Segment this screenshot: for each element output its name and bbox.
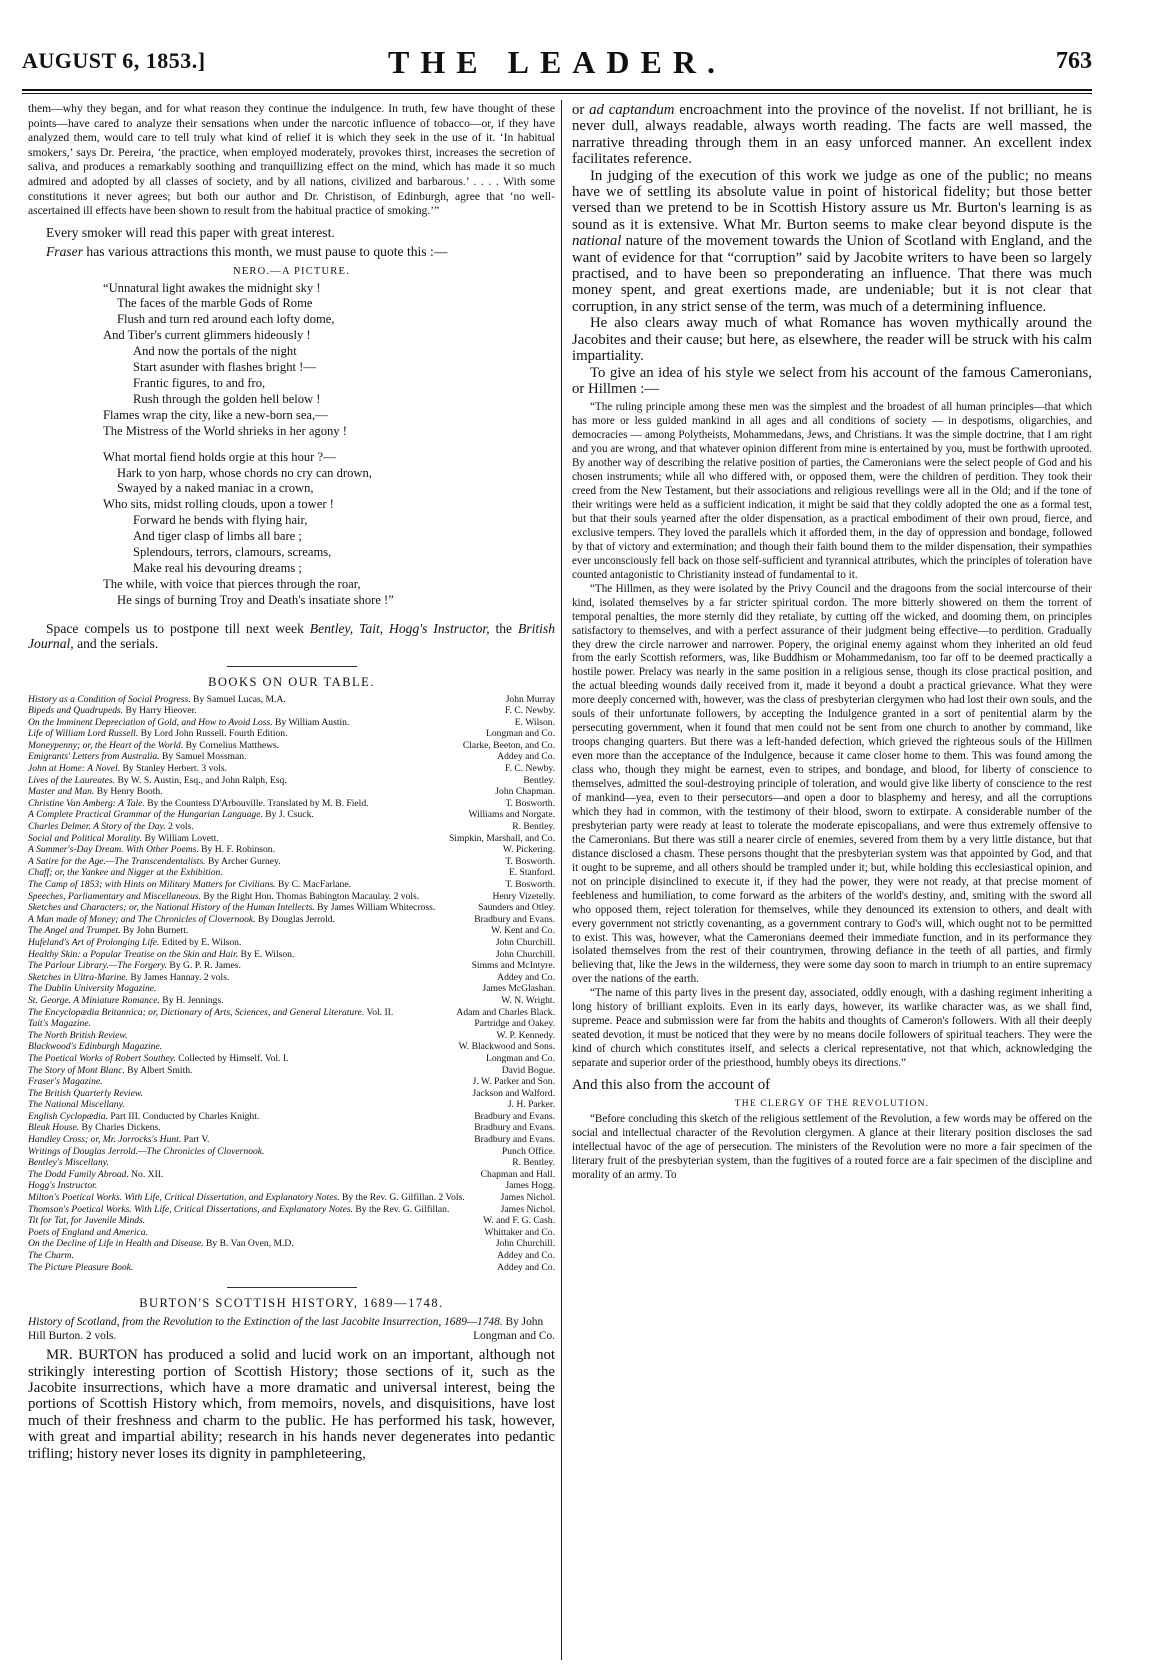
- book-publisher: Adam and Charles Black.: [456, 1006, 555, 1018]
- book-entry: [28, 1238, 555, 1250]
- book-author: By William Austin.: [272, 716, 350, 728]
- judging-paragraph: [572, 168, 1092, 316]
- book-author: By James Hannay. 2 vols.: [127, 971, 230, 983]
- poem-line: Start asunder with flashes bright !—: [133, 360, 316, 375]
- book-author: By the Rev. G. Gilfillan.: [352, 1203, 450, 1215]
- book-author: Collected by Himself. Vol. I.: [175, 1052, 289, 1064]
- book-title: The Charm.: [28, 1250, 74, 1261]
- section-rule-2: [227, 1287, 357, 1288]
- book-title: The Dublin University Magazine.: [28, 983, 157, 995]
- book-entry: [28, 1227, 555, 1239]
- book-title: A Complete Practical Grammar of the Hungarian Language.: [28, 809, 263, 821]
- book-title: Chaff; or, the Yankee and Nigger at the Exhibition.: [28, 867, 223, 879]
- book-title: The Parlour Library.—The Forgery.: [28, 960, 168, 972]
- issue-date: AUGUST 6, 1853.]: [22, 48, 206, 73]
- book-entry: [28, 798, 555, 810]
- book-title: English Cyclopædia.: [28, 1110, 108, 1122]
- poem-line: The while, with voice that pierces through the roar,: [103, 576, 361, 591]
- book-entry: [28, 891, 555, 903]
- book-title: Fraser's Magazine.: [28, 1076, 103, 1088]
- book-author: By William Lovett.: [142, 832, 219, 844]
- space-paragraph: [28, 621, 555, 652]
- book-publisher: W. N. Wright.: [501, 994, 555, 1006]
- review-book-author: By John Hill Burton. 2 vols.: [28, 1316, 544, 1343]
- poem-line: The Mistress of the World shrieks in her agony !: [103, 423, 347, 438]
- book-author: By John Burnett.: [120, 925, 189, 937]
- book-entry: [28, 821, 555, 833]
- book-author: By Lord John Russell. Fourth Edition.: [138, 728, 288, 740]
- book-publisher: John Churchill.: [495, 1238, 555, 1250]
- book-publisher: T. Bosworth.: [505, 797, 555, 809]
- book-author: By J. Csuck.: [262, 809, 314, 821]
- book-entry: [28, 740, 555, 752]
- book-title: Thomson's Poetical Works. With Life, Critical Dissertations, and Explanatory Notes.: [28, 1203, 353, 1215]
- book-title: Milton's Poetical Works. With Life, Critical Dissertation, and Explanatory Notes.: [28, 1192, 340, 1204]
- clergy-heading: THE CLERGY OF THE REVOLUTION.: [734, 1099, 930, 1110]
- book-publisher: James Nichol.: [500, 1192, 555, 1204]
- clergy-intro: And this also from the account of: [572, 1077, 771, 1094]
- book-title: On the Imminent Depreciation of Gold, and How to Avoid Loss.: [28, 716, 273, 728]
- book-title: Bipeds and Quadrupeds.: [28, 705, 124, 717]
- book-title: On the Decline of Life in Health and Disease.: [28, 1238, 204, 1250]
- book-title: Bleak House.: [28, 1122, 80, 1134]
- book-entry: [28, 1053, 555, 1065]
- book-publisher: David Bogue.: [501, 1064, 555, 1076]
- book-title: Hogg's Instructor.: [28, 1180, 98, 1192]
- book-publisher: Saunders and Otley.: [478, 902, 555, 914]
- book-publisher: Addey and Co.: [497, 1261, 555, 1273]
- book-author: By H. F. Robinson.: [198, 844, 275, 856]
- book-title: The Poetical Works of Robert Southey.: [28, 1052, 176, 1064]
- book-publisher: Partridge and Oakey.: [474, 1018, 555, 1030]
- book-publisher: Henry Vizetelly.: [492, 890, 555, 902]
- review-continued: [572, 102, 1092, 168]
- poem-line: Splendours, terrors, clamours, screams,: [133, 545, 332, 560]
- review-book-publisher: Longman and Co.: [473, 1330, 555, 1343]
- book-entry: [28, 833, 555, 845]
- book-entry: [28, 867, 555, 879]
- book-entry: [28, 949, 555, 961]
- book-entry: [28, 1018, 555, 1030]
- book-publisher: James Nichol.: [500, 1203, 555, 1215]
- book-entry: [28, 1250, 555, 1262]
- book-title: The Story of Mont Blanc.: [28, 1064, 125, 1076]
- book-title: A Man made of Money; and The Chronicles of Clovernook.: [28, 913, 256, 925]
- poem-line: Forward he bends with flying hair,: [133, 513, 308, 528]
- space-text-c: the: [489, 620, 518, 636]
- book-title: Writings of Douglas Jerrold.—The Chronicles of Clovernook.: [28, 1145, 265, 1157]
- book-author: By Albert Smith.: [124, 1064, 193, 1076]
- review-text: has produced a solid and lucid work on an important, although not strikingly interesting portion of Scottish History; those sections of it, such as the Jacobite insurrections, which have a more dramatic and universal interest, being the portions of Scottish History which, from memoirs, novels, and disquisitions, have lost much of their freshness and charm to the public. He has performed his task, however, with great and impartial ability; research in his hands never degenerates into pedantic trifling; history never loses its dignity in pamphleteering,: [28, 1347, 555, 1462]
- book-publisher: J. H. Parker.: [507, 1099, 555, 1111]
- book-entry: [28, 809, 555, 821]
- book-title: Sketches and Characters; or, the National History of the Human Intellects.: [28, 902, 315, 914]
- book-author: By Harry Hieover.: [123, 705, 197, 717]
- book-entry: [28, 960, 555, 972]
- book-entry: [28, 1122, 555, 1134]
- book-entry: [28, 1134, 555, 1146]
- book-title: Hufeland's Art of Prolonging Life.: [28, 936, 160, 948]
- book-entry: [28, 1065, 555, 1077]
- book-entry: [28, 983, 555, 995]
- book-publisher: Longman and Co.: [485, 1052, 555, 1064]
- book-entry: [28, 751, 555, 763]
- book-author: By Charles Dickens.: [79, 1122, 161, 1134]
- section-rule: [227, 666, 357, 667]
- p1-a: or: [572, 102, 590, 118]
- book-publisher: Whittaker and Co.: [484, 1226, 555, 1238]
- book-author: By Douglas Jerrold.: [255, 913, 335, 925]
- book-title: Life of William Lord Russell.: [28, 728, 139, 740]
- book-entry: [28, 1041, 555, 1053]
- book-entry: [28, 914, 555, 926]
- book-entry: [28, 1076, 555, 1088]
- book-title: Tit for Tat, for Juvenile Minds.: [28, 1215, 146, 1227]
- p2-c: nature of the movement towards the Union of Scotland with England, and the want of evidence for that “corruption” said by Jacobite writers to have been so largely practised, and to have been so preponderating an influence. That there was much money spent, and great exertions made, are undeniable; but it is not clear that corruption, in any strict sense of the term, was much of a determining influence.: [572, 233, 1092, 315]
- fraser-name: Fraser: [46, 244, 84, 260]
- book-entry: [28, 1099, 555, 1111]
- book-entry: [28, 694, 555, 706]
- book-publisher: W. Kent and Co.: [491, 925, 555, 937]
- book-author: By W. S. Austin, Esq., and John Ralph, Esq.: [115, 774, 287, 786]
- poem-line: What mortal fiend holds orgie at this hour ?—: [103, 449, 336, 464]
- book-title: The British Quarterly Review.: [28, 1087, 143, 1099]
- book-title: Handley Cross; or, Mr. Jorrocks's Hunt.: [28, 1134, 182, 1146]
- review-book-title: History of Scotland, from the Revolution to the Extinction of the last Jacobite Insurrection, 1689—1748.: [28, 1316, 503, 1329]
- book-publisher: T. Bosworth.: [505, 855, 555, 867]
- newspaper-title: THE LEADER.: [388, 44, 726, 80]
- book-title: Blackwood's Edinburgh Magazine.: [28, 1041, 163, 1053]
- book-entry: [28, 844, 555, 856]
- book-publisher: J. W. Parker and Son.: [472, 1076, 555, 1088]
- book-entry: [28, 1180, 555, 1192]
- quote-hillmen: “The Hillmen, as they were isolated by the Privy Council and the dragoons from the social intercourse of their kind, isolated themselves by a far stricter spiritual cordon. The more bitterly showered on them the torrent of temporal penalties, the more sternly did they retaliate, by cutting off the wicked, and dooming them, on principles satisfactory to themselves, and with a perfect assurance of their judgment being effective—to perdition. Gradually they drew the circle narrower and narrower. Popery, the original enemy against whom they inherited an old feud from the early Scottish reformers, was, like Buddhism or Mohammedanism, too far off to be deemed practically a hostile power. Prelacy was nearly in the same position in a religious sense, though its close practical position, and the actual bleeding wounds daily received from it, made it beyond a doubt a practical grievance. What they were more deeply concerned with, however, was the class of presbyterian clergymen who had lost their own souls, and the souls of their unfortunate followers, by accepting the Indulgence granted in a sort of penitential alarm by the persecuting government, when it found that men could not be sent from one church to another by command, like troops changing quarters. But there was a left-handed defection, which grieved the righteous souls of the Hillmen even more than the acceptance of the Indulgence, because it came closer home to them. This was found among the class who, though they might be earnest, even to stripes, and bondage, and blood, for liberty of conscience to themselves, admitted the soul-destroying principle of toleration, and would give like liberty of conscience to the rest of mankind—yea, even to their persecutors—and open a door to blasphemy and heresy, and all the corruptions which they had in common, with the testimony of their blood, sworn to extirpate. A considerable number of the presbyterian party were ready at least to tolerate the moderate episcopalians, and were thus extremely offensive to the Cameronians. But there was still a nearer circle of enemies, severed from them by a very little distance, but that distance disclosed a chasm. These persons thought that the presbyterian system was that appointed by God, and that it ought to be supreme, and all others should be trampled under it; but, while holding this ecclesiastical opinion, and not on principle disinclined to execute it, if they had the power, they were not ready, at that precise moment of feebleness and humiliation, to come forward as the arbiters of the world's destiny, and, smiting with the sword all who opposed them, reject toleration for themselves, while they denounced its extension to others, and dealt with every government not strictly covenanting, as a government contrary to God's will, which ought not to be permitted to exist. This was, however, what the Cameronians deemed their immediate function, and in its performance they isolated themselves from the rest of their countrymen, throwing defiance in the teeth of all parties, and firmly believing that, like the Jews in the wilderness, they were some day soon to march in triumph to an entire supremacy over the nations of the earth.: [572, 582, 1092, 986]
- romance-paragraph: He also clears away much of what Romance has woven mythically around the Jacobites and their cause; but here, as elsewhere, the reader will be struck with his calm impartiality.: [572, 315, 1092, 365]
- book-author: By James William Whitecross.: [314, 902, 436, 914]
- book-author: By C. MacFarlane.: [275, 879, 351, 890]
- book-title: Poets of England and America.: [28, 1226, 148, 1238]
- book-publisher: F. C. Newby.: [504, 705, 555, 717]
- book-entry: [28, 728, 555, 740]
- book-title: St. George. A Miniature Romance.: [28, 994, 160, 1006]
- book-publisher: Bradbury and Evans.: [474, 1110, 555, 1122]
- book-publisher: Simpkin, Marshall, and Co.: [448, 832, 555, 844]
- poem-line: “Unnatural light awakes the midnight sky !: [103, 280, 321, 295]
- book-entry: [28, 925, 555, 937]
- book-entry: [28, 937, 555, 949]
- book-title: The North British Review.: [28, 1029, 128, 1041]
- poem-line: Rush through the golden hell below !: [133, 391, 321, 406]
- book-author: By Archer Gurney.: [205, 855, 281, 867]
- book-entry: [28, 1007, 555, 1019]
- book-publisher: Addey and Co.: [497, 1250, 555, 1261]
- book-title: Social and Political Morality.: [28, 832, 143, 844]
- cameronians-intro: To give an idea of his style we select from his account of the famous Cameronians, or Hillmen :—: [572, 364, 1092, 397]
- page-number: 763: [1056, 48, 1092, 74]
- book-author: 2 vols.: [165, 821, 194, 833]
- fraser-sentence: [28, 244, 555, 259]
- book-entry: [28, 1192, 555, 1204]
- book-publisher: T. Bosworth.: [505, 879, 555, 890]
- book-publisher: Simms and McIntyre.: [471, 960, 555, 972]
- p2-a: In judging of the execution of this work we judge as one of the public; no means have we of settling its absolute value in point of historical fidelity; but those better versed than we pretend to be in Scottish History assure us Mr. Burton's learning is as sound as it is extensive. What Mr. Burton seems to make clear beyond dispute is the: [572, 167, 1092, 233]
- book-publisher: Punch Office.: [501, 1145, 555, 1157]
- quote-ruling-principle: “The ruling principle among these men was the simplest and the broadest of all human principles—that which has more or less guided mankind in all ages and all conditions of society — in despotisms, oligarchies, and democracies — among Polytheists, Mohammedans, Jews, and Christians. It was the simple doctrine, that I am right and you are wrong, and that whatever opinion different from mine is entertained by you, must be forthwith uprooted. By another way of describing the relative position of parties, the Cameronians were the select people of God and his chosen instruments; while all who differed with, or opposed them, were the children of perdition. They took their creed from the New Testament, but their associations and religious revellings were all in the Old; and if the tone of their writings were held as a sufficient indication, it might be said that they coldly adopted the one as a formal test, but that their souls yearned after the older dispensation, as a practical embodiment of their own proud, fierce, and exclusive tempers. They loved the parallels which it afforded them, in the day of oppression and bondage, followed by that of victory and extermination; and though their faith bound them to the milder dispensation, their sympathies ever unconsciously fell back on those self-sufficient and tyrannical attributes, which the principles of toleration have counted antagonistic to Christianity instead of fundamental to it.: [572, 401, 1092, 581]
- book-publisher: Bradbury and Evans.: [474, 1122, 555, 1134]
- book-author: By Henry Booth.: [94, 786, 163, 798]
- poem-line: And tiger clasp of limbs all bare ;: [133, 529, 302, 544]
- book-publisher: W. Blackwood and Sons.: [458, 1041, 555, 1053]
- space-text-d: British Journal,: [28, 620, 555, 652]
- poem-line: Make real his devouring dreams ;: [133, 560, 302, 575]
- book-author: By the Right Hon. Thomas Babington Macaulay. 2 vols.: [200, 890, 420, 902]
- p1-b: ad captandum: [589, 102, 675, 118]
- fraser-text: has various attractions this month, we must pause to quote this :—: [86, 244, 448, 260]
- book-entry: [28, 717, 555, 729]
- book-author: By the Countess D'Arbouville. Translated by M. B. Field.: [144, 797, 369, 809]
- poem-line: Hark to yon harp, whose chords no cry can drown,: [117, 465, 372, 480]
- column-divider: [561, 100, 562, 1660]
- book-publisher: R. Bentley.: [512, 1157, 555, 1169]
- book-publisher: John Churchill.: [495, 936, 555, 948]
- book-title: Emigrants' Letters from Australia.: [28, 751, 160, 763]
- poem-line: Frantic figures, to and fro,: [133, 376, 266, 390]
- book-entry: [28, 1169, 555, 1181]
- book-entry: [28, 705, 555, 717]
- book-title: The Camp of 1853; with Hints on Military Matters for Civilians.: [28, 879, 276, 890]
- book-publisher: John Chapman.: [495, 786, 555, 798]
- book-entry: [28, 763, 555, 775]
- book-publisher: W. and F. G. Cash.: [483, 1215, 555, 1227]
- book-publisher: Addey and Co.: [497, 751, 555, 763]
- quote-party-name: “The name of this party lives in the present day, associated, oddly enough, with a dashing regiment inheriting a long history of brilliant exploits. Even in its early days, however, its warlike character was, as we shall find, supreme. Peace and submission were far from the habits and thoughts of Cameron's followers. With all their deeply seated devotion, it must be noticed that they were by no means docile followers of spiritual teachers. They were the kind of church which constitutes itself, and selects a clerical representative, not that which, acknowledging the separate and superior order of the priesthood, humbly obeys its directions.”: [572, 987, 1092, 1070]
- books-list: [28, 694, 555, 1274]
- book-title: Charles Delmer. A Story of the Day.: [28, 821, 166, 833]
- book-publisher: F. C. Newby.: [504, 763, 555, 775]
- masthead: [22, 44, 1092, 88]
- book-publisher: Bentley.: [523, 774, 555, 786]
- book-title: Christine Van Amberg: A Tale.: [28, 797, 145, 809]
- book-author: Part III. Conducted by Charles Knight.: [107, 1110, 260, 1122]
- book-publisher: John Murray: [505, 693, 555, 705]
- book-title: Healthy Skin: a Popular Treatise on the Skin and Hair.: [28, 948, 239, 960]
- book-entry: [28, 972, 555, 984]
- poem-line: The faces of the marble Gods of Rome: [117, 296, 313, 311]
- poem-line: Swayed by a naked maniac in a crown,: [117, 481, 314, 496]
- poem-line: Who sits, midst rolling clouds, upon a tower !: [103, 497, 334, 512]
- header-rule-thin: [22, 93, 1092, 94]
- nero-poem: [103, 281, 555, 609]
- book-author: No. XII.: [128, 1168, 164, 1180]
- book-entry: [28, 786, 555, 798]
- book-publisher: E. Wilson.: [514, 716, 555, 728]
- book-title: Master and Man.: [28, 786, 95, 798]
- book-publisher: W. P. Kennedy.: [496, 1029, 555, 1041]
- book-entry: [28, 1146, 555, 1158]
- book-entry: [28, 995, 555, 1007]
- header-rule: [22, 89, 1092, 91]
- book-entry: [28, 1030, 555, 1042]
- book-author: By the Rev. G. Gilfillan. 2 Vols.: [339, 1192, 465, 1204]
- poem-line: Flush and turn red around each lofty dome,: [117, 312, 335, 327]
- review-citation: [28, 1315, 555, 1343]
- book-title: The Picture Pleasure Book.: [28, 1261, 134, 1273]
- book-title: History as a Condition of Social Progress.: [28, 693, 191, 705]
- smoker-sentence: Every smoker will read this paper with great interest.: [46, 224, 335, 240]
- book-author: Edited by E. Wilson.: [159, 936, 242, 948]
- book-title: Tait's Magazine.: [28, 1018, 92, 1030]
- poem-line: And now the portals of the night: [133, 344, 297, 359]
- book-title: Speeches, Parliamentary and Miscellaneous.: [28, 890, 201, 902]
- book-publisher: W. Pickering.: [502, 844, 555, 856]
- book-entry: [28, 1088, 555, 1100]
- book-publisher: Bradbury and Evans.: [474, 1134, 555, 1146]
- book-publisher: Bradbury and Evans.: [474, 913, 555, 925]
- book-author: By H. Jennings.: [159, 994, 224, 1006]
- books-heading: BOOKS ON OUR TABLE.: [208, 674, 375, 689]
- book-author: By Cornelius Matthews.: [183, 739, 280, 751]
- book-entry: [28, 856, 555, 868]
- book-title: Lives of the Laureates.: [28, 774, 116, 786]
- book-author: By B. Van Oven, M.D.: [203, 1238, 294, 1250]
- book-title: John at Home: A Novel.: [28, 763, 121, 775]
- space-text-e: and the serials.: [73, 636, 159, 652]
- poem-line: He sings of burning Troy and Death's insatiate shore !”: [117, 592, 394, 607]
- book-entry: [28, 775, 555, 787]
- book-publisher: James Hogg.: [505, 1180, 555, 1192]
- review-paragraph: [28, 1347, 555, 1462]
- book-publisher: R. Bentley.: [512, 821, 555, 833]
- book-publisher: Chapman and Hall.: [480, 1168, 555, 1180]
- p1-c: encroachment into the province of the novelist. If not brilliant, he is never dull, always readable, always worth reading. The facts are well massed, the narrative threading through them in an easy unforced manner. An excellent index facilitates reference.: [572, 102, 1092, 168]
- book-publisher: Williams and Norgate.: [468, 809, 555, 821]
- poem-line: Flames wrap the city, like a new-born sea,—: [103, 407, 328, 422]
- space-text-b: Bentley, Tait, Hogg's Instructor,: [309, 620, 490, 636]
- book-publisher: Addey and Co.: [497, 971, 555, 983]
- book-title: The Dodd Family Abroad.: [28, 1168, 129, 1180]
- book-entry: [28, 1111, 555, 1123]
- tobacco-paragraph: them—why they began, and for what reason they continue the indulgence. In truth, few have thought of these points—have cared to analyze their sensations when under the narcotic influence of tobacco—or, if they have analyzed them, would care to tell truly what kind of relief it is which they seek in the use of it. ‘In habitual smokers,’ says Dr. Pereira, ‘the practice, when employed moderately, provokes thirst, increases the secretion of saliva, and produces a remarkably soothing and tranquillizing effect on the mind, which has made it so much admired and adopted by all classes of society, and by all nations, civilized and barbarous.’ . . . . With some constitutions it never agrees; but both our author and Dr. Christison, of Edinburgh, agree that ‘no well-ascertained ill effects have been shown to result from the habitual practice of smoking.’”: [28, 102, 555, 218]
- poem-line: And Tiber's current glimmers hideously !: [103, 328, 311, 343]
- book-publisher: James McGlashan.: [482, 983, 555, 995]
- book-title: Bentley's Miscellany.: [28, 1157, 109, 1169]
- book-title: The Angel and Trumpet.: [28, 925, 121, 937]
- book-entry: [28, 1204, 555, 1216]
- book-publisher: Longman and Co.: [485, 728, 555, 740]
- book-entry: [28, 902, 555, 914]
- book-entry: [28, 1215, 555, 1227]
- book-title: Moneypenny; or, the Heart of the World.: [28, 739, 184, 751]
- book-author: Vol. II.: [364, 1006, 394, 1018]
- left-column: [28, 102, 555, 1462]
- book-author: By Samuel Mossman.: [159, 751, 247, 763]
- book-author: By E. Wilson.: [238, 948, 295, 960]
- p2-b: national: [572, 233, 622, 250]
- book-author: By Samuel Lucas, M.A.: [190, 693, 286, 705]
- book-publisher: Clarke, Beeton, and Co.: [462, 739, 555, 751]
- book-title: Sketches in Ultra-Marine.: [28, 971, 128, 983]
- space-text-a: Space compels us to postpone till next week: [46, 620, 310, 636]
- right-column: [572, 102, 1092, 1183]
- quote-clergy: “Before concluding this sketch of the religious settlement of the Revolution, a few words may be offered on the social and intellectual character of the Revolution clergymen. A glance at their literary position discloses the sad intellectual havoc of the age of persecution. The ministers of the Revolution were no more a fair specimen of the literary fruit of the presbyterian system, than the fugitives of a routed force are a fair specimen of the discipline and morality of an army. To: [572, 1113, 1092, 1182]
- review-lead: MR. BURTON: [46, 1347, 138, 1364]
- book-entry: [28, 1262, 555, 1274]
- review-heading: BURTON'S SCOTTISH HISTORY, 1689—1748.: [139, 1296, 444, 1311]
- book-entry: [28, 879, 555, 891]
- book-entry: [28, 1157, 555, 1169]
- book-title: A Summer's-Day Dream. With Other Poems.: [28, 844, 199, 856]
- book-publisher: John Churchill.: [495, 948, 555, 960]
- book-title: The Encyclopædia Britannica; or, Dictionary of Arts, Sciences, and General Literature.: [28, 1006, 365, 1018]
- book-publisher: Jackson and Walford.: [472, 1087, 555, 1099]
- book-publisher: E. Stanford.: [508, 867, 555, 879]
- book-title: A Satire for the Age.—The Transcendentalists.: [28, 855, 206, 867]
- book-author: By Stanley Herbert. 3 vols.: [120, 763, 227, 775]
- book-author: Part V.: [181, 1134, 210, 1146]
- poem-heading: NERO.—A PICTURE.: [233, 265, 350, 277]
- book-title: The National Miscellany.: [28, 1099, 125, 1111]
- book-author: By G. P. R. James.: [167, 960, 241, 972]
